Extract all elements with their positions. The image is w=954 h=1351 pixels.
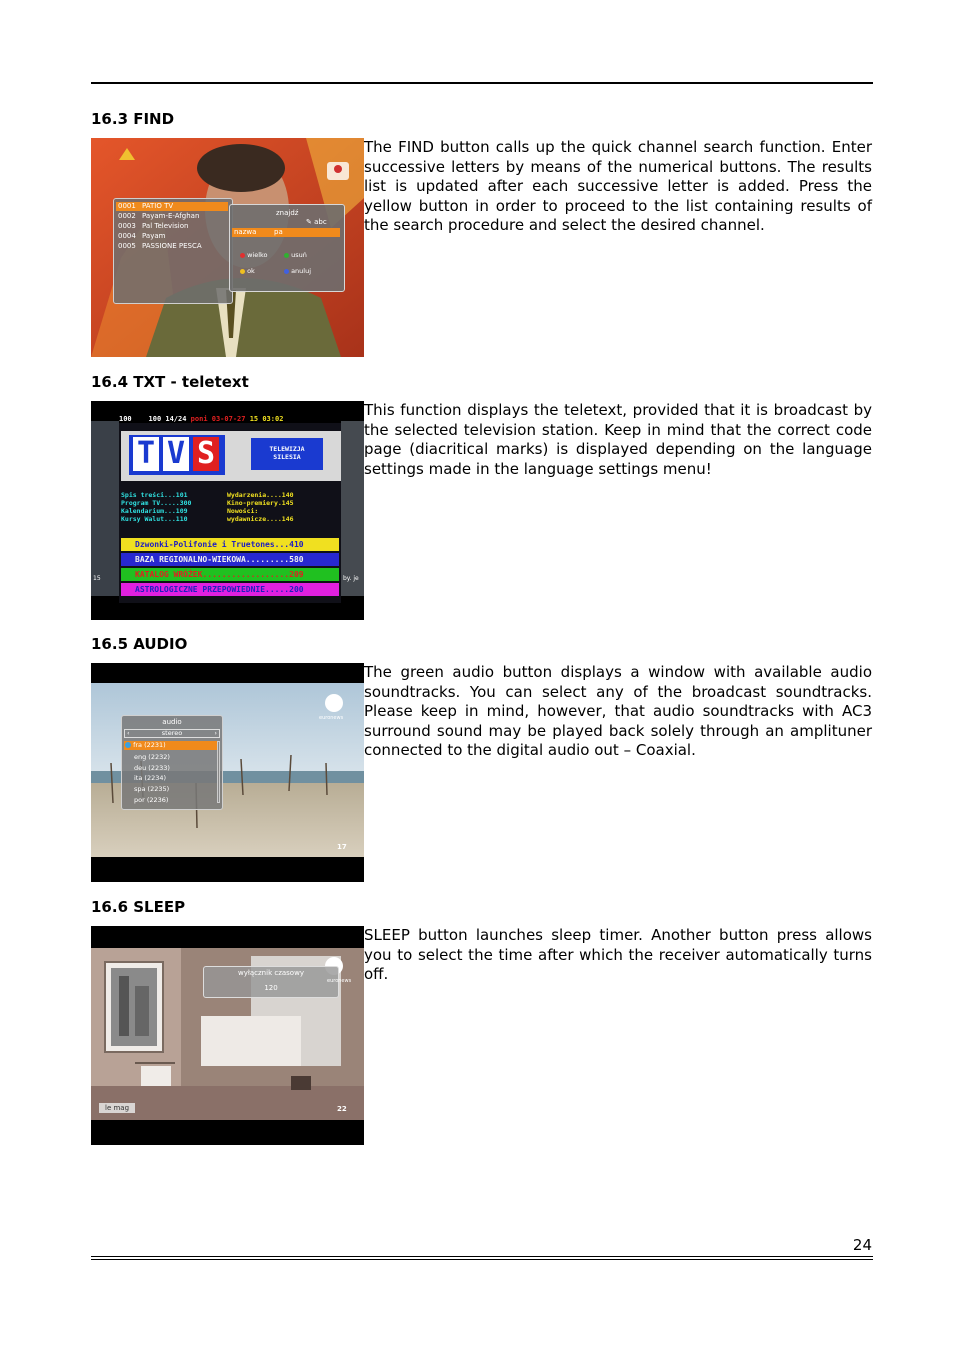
tvs-logo (133, 437, 219, 471)
channel-num: 0003 (118, 222, 136, 230)
sleep-timer-value[interactable]: 120 (264, 984, 278, 992)
audio-track-list (134, 752, 170, 806)
teletext-date: 03-07-27 (211, 415, 246, 423)
logo-caption (253, 445, 321, 461)
channel-name: Pal Television (142, 222, 189, 230)
search-name-field[interactable] (232, 228, 340, 237)
section-heading-txt: 16.4 TXT - teletext (91, 373, 249, 391)
teletext-link[interactable]: Kalendarium...109 (121, 507, 188, 515)
green-button-icon (284, 253, 289, 258)
find-dialog (229, 204, 345, 292)
channel-logo-text: euronews (327, 978, 352, 984)
channel-logo-text: euronews (319, 715, 344, 721)
section-heading-audio: 16.5 AUDIO (91, 635, 188, 653)
field-value: pa (274, 228, 283, 236)
logo-letter: V (163, 437, 189, 471)
audio-track-item[interactable] (124, 741, 218, 750)
audio-screenshot (91, 663, 364, 882)
yellow-key-hint (240, 267, 255, 275)
channel-row[interactable] (116, 202, 228, 211)
channel-num: 0005 (118, 242, 136, 250)
audio-dialog-title: audio (162, 718, 182, 726)
teletext-page-index: 100 14/24 (148, 415, 187, 423)
blue-key-hint (284, 267, 311, 275)
audio-track-item[interactable]: ita (2234) (134, 774, 167, 783)
channel-name: PASSIONE PESCA (142, 242, 202, 250)
logo-letter: S (193, 437, 219, 471)
channel-number: 22 (337, 1105, 347, 1113)
teletext-link[interactable]: Program TV.....300 (121, 499, 192, 507)
channel-name: Payam-E-Afghan (142, 212, 200, 220)
audio-track-label: fra (2231) (133, 741, 166, 749)
teletext-link[interactable]: Kino-premiery.145 (227, 499, 294, 507)
teletext-index-right (227, 491, 294, 523)
selected-check-icon (125, 742, 131, 748)
channel-row[interactable] (116, 232, 228, 241)
footer-rule (91, 1259, 873, 1260)
channel-list-panel (113, 198, 233, 304)
teletext-link[interactable]: Kursy Walut...110 (121, 515, 188, 523)
teletext-bar[interactable]: ASTROLOGICZNE PRZEPOWIEDNIE.....200 (121, 583, 339, 596)
green-key-label: usuń (291, 251, 307, 259)
yellow-button-icon (240, 269, 245, 274)
mode-label: abc (314, 218, 327, 226)
logo-letter: T (133, 437, 159, 471)
teletext-link[interactable]: Nowości: (227, 507, 259, 515)
teletext-bar[interactable]: Dzwonki-Polifonie i Truetones...410 (121, 538, 339, 551)
teletext-index-left (121, 491, 191, 523)
teletext-screenshot (91, 401, 364, 620)
page-number: 24 (852, 1236, 872, 1254)
audio-mode-value: stereo (161, 729, 183, 737)
audio-track-item[interactable]: deu (2233) (134, 763, 170, 772)
yellow-key-label: ok (247, 267, 255, 275)
teletext-bar[interactable]: BAZA REGIONALNO-WIEKOWA.........580 (121, 553, 339, 566)
find-screenshot (91, 138, 364, 357)
footer-rule (91, 1256, 873, 1257)
background-channel-number: 15 (93, 575, 101, 582)
background-caption: by. je (343, 575, 359, 582)
section-heading-find: 16.3 FIND (91, 110, 175, 128)
channel-row[interactable] (116, 222, 228, 231)
blue-key-label: anuluj (291, 267, 312, 275)
program-label: le mag (99, 1103, 135, 1113)
audio-track-item[interactable]: eng (2232) (134, 753, 170, 761)
channel-number: 17 (337, 843, 347, 851)
teletext-bar[interactable]: KATALOG WRÓŻEK..................209 (121, 568, 339, 581)
field-label: nazwa (234, 228, 257, 236)
teletext-page-current: 100 (119, 415, 132, 423)
channel-row[interactable] (116, 242, 228, 251)
section-text-find: The FIND button calls up the quick channel search function. Enter successive letters by means of the numerical buttons. The results list is updated after each successive letter is added. Press the yellow button in order to proceed to the list containing results of the search procedure and select the desired channel. (364, 138, 872, 235)
channel-name: PATIO TV (142, 202, 174, 210)
green-key-hint (284, 251, 307, 259)
keyboard-mode-indicator[interactable] (306, 218, 327, 226)
channel-num: 0002 (118, 212, 136, 220)
section-heading-sleep: 16.6 SLEEP (91, 898, 186, 916)
channel-num: 0004 (118, 232, 136, 240)
chevron-left-icon[interactable]: ‹ (127, 729, 130, 737)
section-text-txt: This function displays the teletext, provided that it is broadcast by the selected television station. Keep in mind that the correct code page (diacritical marks) is displayed depending on the language settings made in the language settings menu! (364, 401, 872, 478)
sleep-timer-dialog (203, 966, 339, 998)
section-text-sleep: SLEEP button launches sleep timer. Another button press allows you to select the time after which the receiver automatically turns off. (364, 926, 872, 984)
sleep-screenshot (91, 926, 364, 1145)
chevron-right-icon[interactable]: › (214, 729, 217, 737)
audio-mode-selector[interactable] (124, 729, 220, 738)
teletext-link[interactable]: Spis treści...101 (121, 491, 188, 499)
pencil-icon: ✎ (306, 218, 312, 226)
channel-name: Payam (142, 232, 166, 240)
scrollbar[interactable] (217, 741, 220, 803)
red-key-hint (240, 251, 268, 259)
sleep-timer-title: wyłącznik czasowy (238, 969, 304, 977)
find-dialog-title: znajdź (276, 209, 299, 217)
audio-track-item[interactable]: spa (2235) (134, 785, 170, 794)
teletext-link[interactable]: wydawnicze....146 (227, 515, 294, 523)
teletext-link[interactable]: Wydarzenia....140 (227, 491, 294, 499)
logo-caption-line: TELEWIZJA (269, 445, 305, 453)
channel-num: 0001 (118, 202, 136, 210)
top-rule (91, 82, 873, 84)
red-key-label: wielko (247, 251, 268, 259)
audio-dialog (121, 715, 223, 810)
audio-track-item[interactable]: por (2236) (134, 795, 169, 804)
channel-row[interactable] (116, 212, 228, 221)
blue-button-icon (284, 269, 289, 274)
section-text-audio: The green audio button displays a window with available audio soundtracks. You can select any of the broadcast soundtracks. Please keep in mind, however, that audio soundtracks with AC3 surround sound may be played back solely through an amplituner connected to the digital audio out – Coaxial. (364, 663, 872, 760)
teletext-time: 15 03:02 (249, 415, 284, 423)
teletext-day: poni (190, 415, 208, 423)
logo-caption-line: SILESIA (273, 453, 301, 461)
red-button-icon (240, 253, 245, 258)
teletext-header (119, 415, 283, 423)
